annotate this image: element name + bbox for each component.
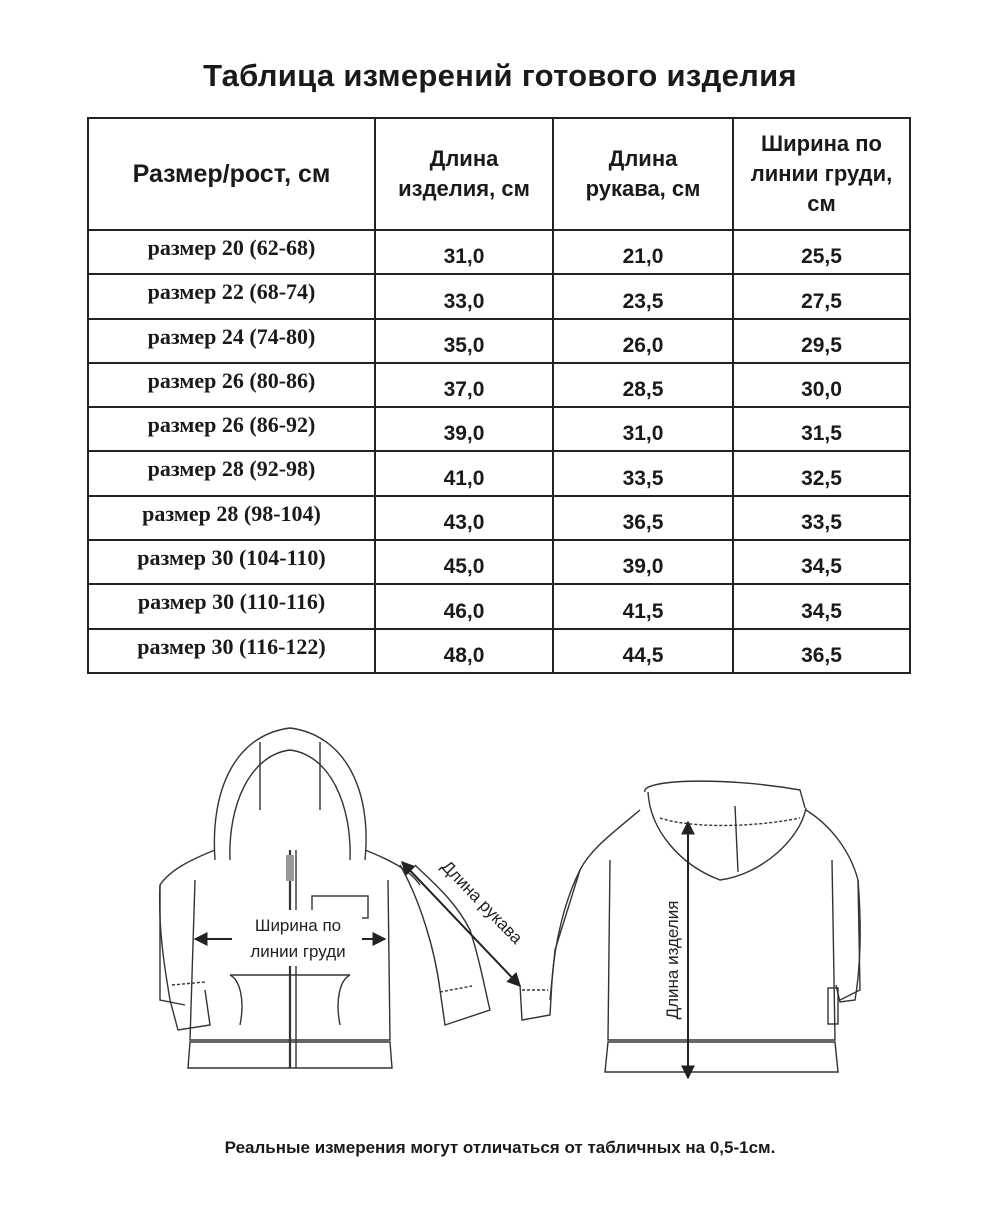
sleeve-cell: 31,0 [553, 407, 733, 451]
table-row [88, 496, 910, 540]
length-cell: 31,0 [375, 230, 553, 274]
page-title: Таблица измерений готового изделия [203, 58, 797, 93]
sleeve-cell: 26,0 [553, 319, 733, 363]
size-cell: размер 20 (62-68) [88, 230, 375, 274]
zipper-pull-icon [286, 855, 294, 881]
length-cell: 48,0 [375, 629, 553, 673]
chest-width-label-2: линии груди [250, 942, 346, 961]
header-length: Длина изделия, см [375, 118, 553, 230]
chest-cell: 27,5 [733, 274, 910, 318]
size-cell: размер 30 (110-116) [88, 584, 375, 628]
table-row [88, 363, 910, 407]
table-row [88, 319, 910, 363]
sleeve-cell: 36,5 [553, 496, 733, 540]
garment-length-label: Длина изделия [663, 900, 682, 1020]
length-cell: 41,0 [375, 451, 553, 495]
size-table [87, 117, 911, 674]
back-jacket-drawing [520, 781, 860, 1072]
size-cell: размер 28 (92-98) [88, 451, 375, 495]
length-cell: 33,0 [375, 274, 553, 318]
table-row [88, 451, 910, 495]
sleeve-cell: 33,5 [553, 451, 733, 495]
chest-cell: 34,5 [733, 540, 910, 584]
chest-cell: 36,5 [733, 629, 910, 673]
size-cell: размер 24 (74-80) [88, 319, 375, 363]
table-row [88, 629, 910, 673]
sleeve-cell: 41,5 [553, 584, 733, 628]
jacket-illustration [0, 700, 1000, 1100]
size-cell: размер 22 (68-74) [88, 274, 375, 318]
chest-width-label-1: Ширина по [254, 916, 342, 935]
size-cell: размер 30 (104-110) [88, 540, 375, 584]
chest-cell: 25,5 [733, 230, 910, 274]
length-cell: 37,0 [375, 363, 553, 407]
table-row [88, 274, 910, 318]
chest-cell: 33,5 [733, 496, 910, 540]
sleeve-length-label: Длина рукава [437, 856, 527, 948]
size-cell: размер 28 (98-104) [88, 496, 375, 540]
size-cell: размер 26 (80-86) [88, 363, 375, 407]
table-row [88, 540, 910, 584]
sleeve-cell: 39,0 [553, 540, 733, 584]
size-cell: размер 26 (86-92) [88, 407, 375, 451]
sleeve-cell: 44,5 [553, 629, 733, 673]
header-size: Размер/рост, см [88, 118, 375, 230]
footnote-disclaimer: Реальные измерения могут отличаться от табличных на 0,5-1см. [224, 1138, 776, 1157]
length-cell: 39,0 [375, 407, 553, 451]
table-row [88, 584, 910, 628]
chest-cell: 32,5 [733, 451, 910, 495]
chest-cell: 31,5 [733, 407, 910, 451]
table-row [88, 407, 910, 451]
chest-cell: 30,0 [733, 363, 910, 407]
size-cell: размер 30 (116-122) [88, 629, 375, 673]
sleeve-cell: 21,0 [553, 230, 733, 274]
table-header-row [88, 118, 910, 230]
table-body [88, 230, 910, 673]
length-cell: 46,0 [375, 584, 553, 628]
sleeve-cell: 28,5 [553, 363, 733, 407]
front-jacket-drawing [160, 728, 490, 1068]
chest-cell: 29,5 [733, 319, 910, 363]
length-cell: 35,0 [375, 319, 553, 363]
header-chest: Ширина по линии груди, см [733, 118, 910, 230]
chest-cell: 34,5 [733, 584, 910, 628]
table-row [88, 230, 910, 274]
length-cell: 43,0 [375, 496, 553, 540]
sleeve-cell: 23,5 [553, 274, 733, 318]
length-cell: 45,0 [375, 540, 553, 584]
header-sleeve: Длина рукава, см [553, 118, 733, 230]
